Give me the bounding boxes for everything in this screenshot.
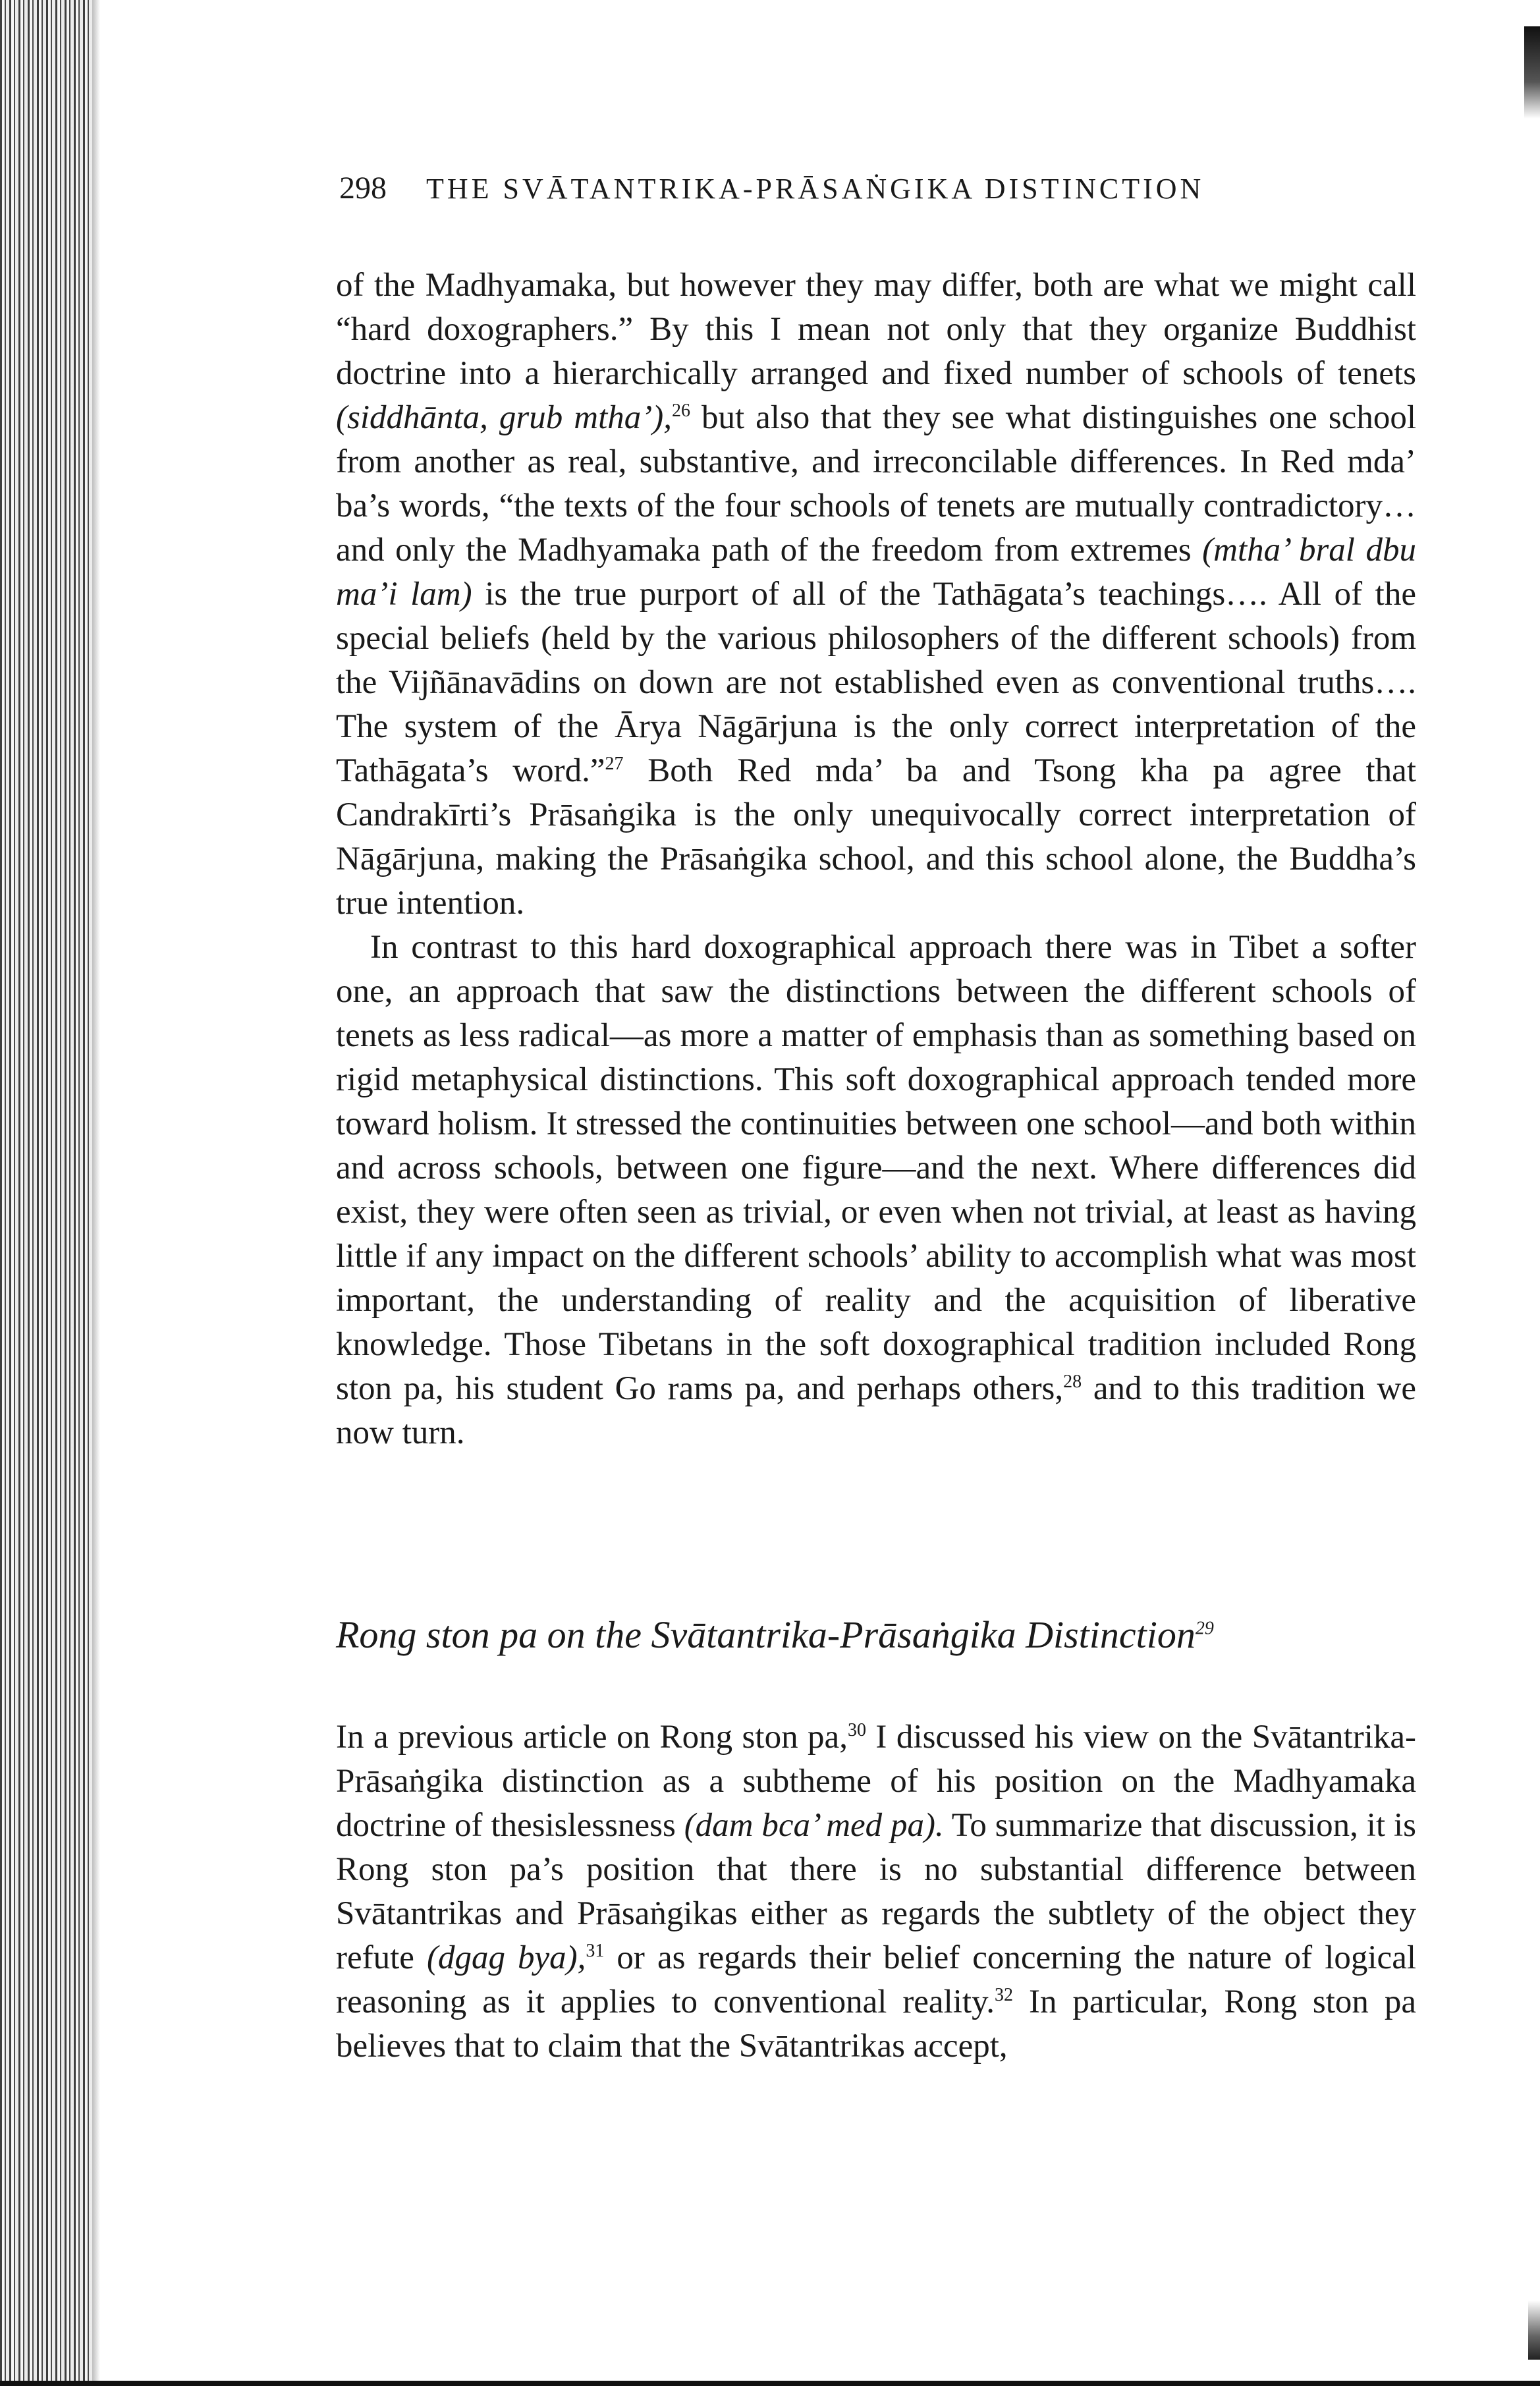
scan-gutter-edge [92, 0, 100, 2386]
text-run: I discussed his view on the Svātantrika-Prāsaṅgika distinction as a subtheme of his position on the Madhyamaka doctrine of thesislessness [336, 1719, 1416, 1844]
page-number: 298 [339, 171, 387, 206]
footnote-ref: 28 [1063, 1372, 1082, 1392]
scan-gutter [0, 0, 92, 2386]
text-run: is the true purport of all of the Tathāgata’s teachings…. All of the special beliefs (held by the various philosophers of the different schools) from the Vijñānavādins on down are not established even as conventional truths…. The system of the Ārya Nāgārjuna is the only correct interpretation of the Tathāgata’s word.” [336, 576, 1416, 789]
italic-term: (siddhānta, grub mtha’), [336, 399, 672, 436]
footnote-ref: 29 [1195, 1618, 1214, 1639]
footnote-ref: 32 [995, 1985, 1014, 2005]
footnote-ref: 30 [847, 1720, 866, 1740]
italic-term: (dam bca’ med pa). [684, 1807, 944, 1844]
body-text-lower [336, 1715, 1416, 2068]
section-heading-text: Rong ston pa on the Svātantrika-Prāsaṅgika Distinction [336, 1613, 1196, 1656]
paragraph [336, 264, 1416, 926]
text-run: or as regards their belief concerning the nature of logical reasoning as it applies to conventional reality. [336, 1939, 1416, 2020]
text-run: and to this tradition we now turn. [336, 1370, 1416, 1451]
paragraph [336, 1715, 1416, 2068]
text-run: In particular, Rong ston pa believes that to claim that the Svātantrikas accept, [336, 1984, 1417, 2065]
paragraph [336, 926, 1416, 1455]
running-head: THE SVĀTANTRIKA-PRĀSAṄGIKA DISTINCTION [426, 173, 1205, 205]
page-header [339, 170, 1419, 206]
text-run: In contrast to this hard doxographical approach there was in Tibet a softer one, an approach that saw the distinctions between the different schools of tenets as less radical—as more a matter of emphasis than as something based on rigid metaphysical distinctions. This soft doxographical approach tended more toward holism. It stressed the continuities between one school—and both within and across schools, between one figure—and the next. Where differences did exist, they were often seen as trivial, or even when not trivial, at least as having little if any impact on the different schools’ ability to accomplish what was most important, the understanding of reality and the acquisition of liberative knowledge. Those Tibetans in the soft doxographical tradition included Rong ston pa, his student Go rams pa, and perhaps others, [336, 929, 1416, 1407]
italic-term: (mtha’ bral dbu ma’i lam) [336, 532, 1416, 613]
footnote-ref: 31 [586, 1941, 605, 1961]
text-run: Both Red mda’ ba and Tsong kha pa agree that Candrakīrti’s Prāsaṅgika is the only unequivocally correct interpretation of Nāgārjuna, making the Prāsaṅgika school, and this school alone, the Buddha’s true intention. [336, 752, 1416, 922]
text-run: In a previous article on Rong ston pa, [336, 1719, 848, 1756]
section-heading [336, 1613, 1416, 1657]
footnote-ref: 26 [671, 401, 690, 421]
footnote-ref: 27 [605, 754, 624, 774]
text-run: but also that they see what distinguishes one school from another as real, substantive, and irreconcilable differences. In Red mda’ ba’s words, “the texts of the four schools of tenets are mutually contradictory…and only the Madhyamaka path of the freedom from extremes [336, 399, 1416, 569]
text-run: of the Madhyamaka, but however they may differ, both are what we might call “hard doxographers.” By this I mean not only that they organize Buddhist doctrine into a hierarchically arranged and fixed number of schools of tenets [336, 267, 1416, 392]
scan-corner-mark-top [1524, 26, 1540, 119]
scan-corner-mark-bottom [1528, 2300, 1540, 2360]
italic-term: (dgag bya), [426, 1939, 586, 1976]
scan-bottom-rule [0, 2381, 1540, 2386]
body-text-upper [336, 264, 1416, 1455]
text-run: To summarize that discussion, it is Rong ston pa’s position that there is no substantial difference between Svātantrikas and Prāsaṅgikas either as regards the subtlety of the object they refute [336, 1807, 1417, 1976]
